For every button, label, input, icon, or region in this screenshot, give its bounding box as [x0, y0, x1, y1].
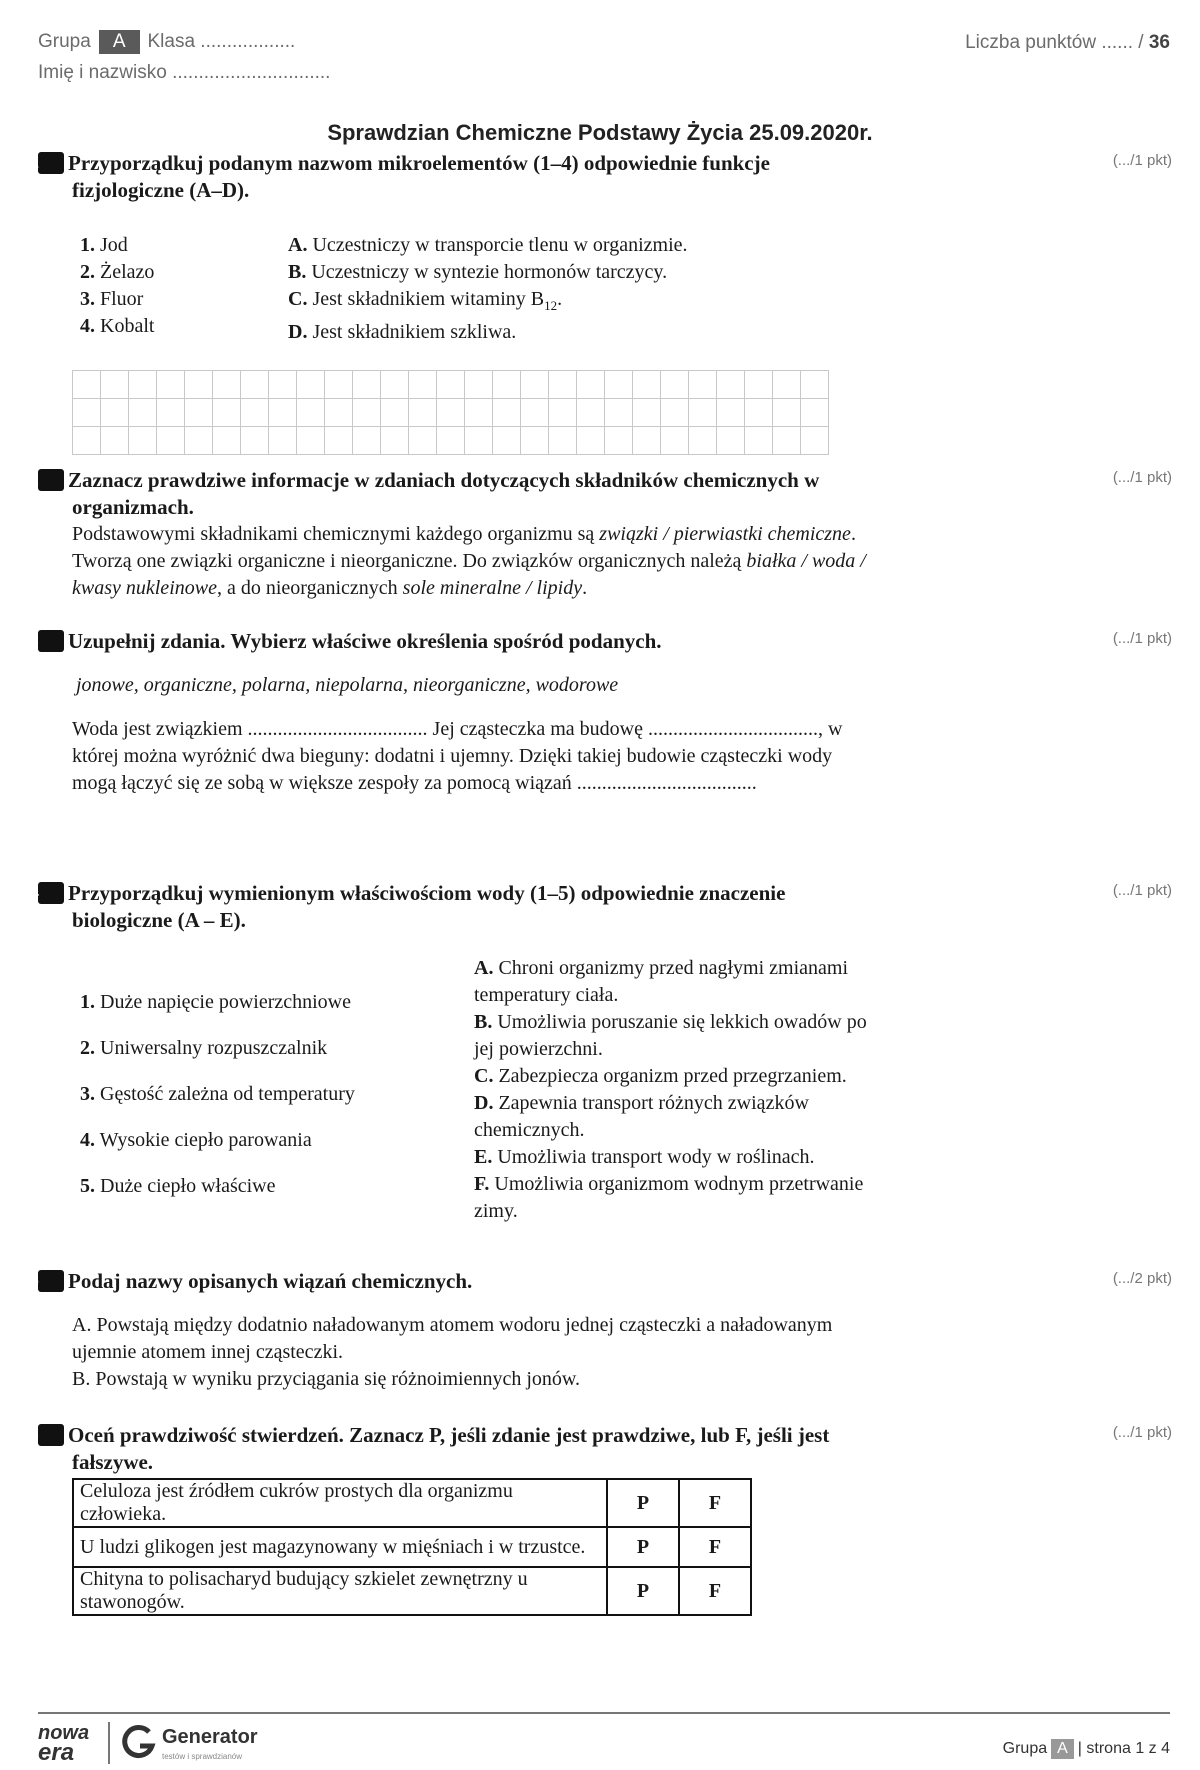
question-number: 6 — [38, 1424, 64, 1446]
false-option[interactable]: F — [679, 1479, 751, 1527]
grid-cell[interactable] — [297, 371, 325, 399]
list-item: 5. Duże ciepło właściwe — [80, 1175, 276, 1197]
question-4 — [29, 880, 878, 934]
grid-cell[interactable] — [549, 427, 577, 455]
grid-cell[interactable] — [661, 371, 689, 399]
group-label: Grupa — [38, 31, 91, 52]
grid-cell[interactable] — [717, 427, 745, 455]
class-field[interactable]: Klasa .................. — [147, 31, 296, 52]
grid-cell[interactable] — [465, 371, 493, 399]
choice-3[interactable]: sole mineralne / lipidy — [402, 577, 583, 599]
q3-text[interactable]: Woda jest związkiem .................................... Jej cząsteczka ma budowę .................................., w której można wyróżnić dwa bieguny: dodatni i ujemny. Dzięki takiej budowie cząsteczki wody mogą łączyć się ze sobą w większe zespoły za pomocą wiązań .................................... — [72, 718, 843, 794]
grid-cell[interactable] — [605, 371, 633, 399]
grid-cell[interactable] — [773, 427, 801, 455]
grid-cell[interactable] — [745, 399, 773, 427]
statement: Chityna to polisacharyd budujący szkielet zewnętrzny u stawonogów. — [73, 1567, 607, 1615]
grid-cell[interactable] — [185, 427, 213, 455]
question-2 — [29, 467, 878, 602]
q1-left-list — [80, 232, 260, 340]
true-false-table — [72, 1478, 752, 1616]
list-item: C. Jest składnikiem witaminy $B_{12}$. — [288, 288, 563, 313]
list-item: D. Zapewnia transport różnych związków chemicznych. — [474, 1092, 809, 1141]
q2-points: (.../1 pkt) — [1112, 469, 1172, 486]
nowa-era-logo: nowa era — [38, 1722, 90, 1766]
grid-cell[interactable] — [157, 399, 185, 427]
choice-1[interactable]: związki / pierwiastki chemiczne — [599, 523, 851, 545]
grid-cell[interactable] — [801, 427, 829, 455]
name-field[interactable]: Imię i nazwisko .............................. — [38, 62, 331, 83]
grid-cell[interactable] — [409, 371, 437, 399]
grid-cell[interactable] — [465, 427, 493, 455]
grid-cell[interactable] — [101, 371, 129, 399]
question-title: Przyporządkuj wymienionym właściwościom wody (1–5) odpowiednie znaczenie biologiczne (A – E). — [68, 881, 786, 932]
grid-cell[interactable] — [381, 399, 409, 427]
header-group-class — [38, 30, 295, 54]
grid-cell[interactable] — [129, 399, 157, 427]
list-item: D. Jest składnikiem szkliwa. — [288, 321, 517, 343]
true-option[interactable]: P — [607, 1527, 679, 1567]
question-6 — [29, 1422, 878, 1476]
list-item: 2. Uniwersalny rozpuszczalnik — [80, 1037, 328, 1059]
grid-cell[interactable] — [577, 371, 605, 399]
grid-cell[interactable] — [437, 371, 465, 399]
grid-cell[interactable] — [73, 371, 101, 399]
grid-cell[interactable] — [633, 399, 661, 427]
list-item: 4. Wysokie ciepło parowania — [80, 1129, 312, 1151]
grid-cell[interactable] — [577, 399, 605, 427]
grid-cell[interactable] — [241, 371, 269, 399]
list-item: B. Umożliwia poruszanie się lekkich owadów po jej powierzchni. — [474, 1011, 867, 1060]
grid-cell[interactable] — [661, 399, 689, 427]
grid-cell[interactable] — [745, 371, 773, 399]
question-title: Uzupełnij zdania. Wybierz właściwe określenia spośród podanych. — [68, 629, 662, 653]
grid-cell[interactable] — [493, 371, 521, 399]
q6-points: (.../1 pkt) — [1112, 1424, 1172, 1441]
question-number: 2 — [38, 469, 64, 491]
grid-cell[interactable] — [465, 399, 493, 427]
true-option[interactable]: P — [607, 1567, 679, 1615]
grid-cell[interactable] — [353, 371, 381, 399]
grid-cell[interactable] — [353, 399, 381, 427]
grid-cell[interactable] — [717, 399, 745, 427]
grid-cell[interactable] — [717, 371, 745, 399]
list-item: C. Zabezpiecza organizm przed przegrzaniem. — [474, 1065, 847, 1087]
grid-cell[interactable] — [297, 427, 325, 455]
grid-cell[interactable] — [73, 399, 101, 427]
grid-cell[interactable] — [689, 427, 717, 455]
page-title: Sprawdzian Chemiczne Podstawy Życia 25.09.2020r. — [327, 120, 873, 145]
grid-cell[interactable] — [241, 399, 269, 427]
grid-cell[interactable] — [437, 427, 465, 455]
question-number: 1 — [38, 152, 64, 174]
grid-cell[interactable] — [521, 427, 549, 455]
grid-cell[interactable] — [269, 399, 297, 427]
group-badge: A — [1051, 1739, 1074, 1759]
grid-cell[interactable] — [437, 399, 465, 427]
list-item: F. Umożliwia organizmom wodnym przetrwanie zimy. — [474, 1173, 864, 1222]
grid-cell[interactable] — [493, 399, 521, 427]
q1-points: (.../1 pkt) — [1112, 152, 1172, 169]
grid-cell[interactable] — [129, 427, 157, 455]
grid-cell[interactable] — [325, 399, 353, 427]
choice-2[interactable]: białka / woda / kwasy nukleinowe — [72, 550, 866, 599]
list-item: A. Chroni organizmy przed nagłymi zmianami temperatury ciała. — [474, 957, 848, 1006]
grid-cell[interactable] — [773, 399, 801, 427]
question-number: 4 — [38, 882, 64, 904]
grid-cell[interactable] — [633, 371, 661, 399]
grid-cell[interactable] — [409, 427, 437, 455]
grid-cell[interactable] — [101, 427, 129, 455]
list-item: E. Umożliwia transport wody w roślinach. — [474, 1146, 815, 1168]
grid-cell[interactable] — [157, 371, 185, 399]
question-title: Zaznacz prawdziwe informacje w zdaniach dotyczących składników chemicznych w organizmach. — [68, 468, 820, 519]
grid-cell[interactable] — [101, 399, 129, 427]
grid-cell[interactable] — [381, 371, 409, 399]
question-title: Oceń prawdziwość stwierdzeń. Zaznacz P, jeśli zdanie jest prawdziwe, lub F, jeśli jest fałszywe. — [68, 1423, 830, 1474]
grid-cell[interactable] — [213, 427, 241, 455]
question-3 — [29, 628, 878, 797]
q5-item-a: A. Powstają między dodatnio naładowanym atomem wodoru jednej cząsteczki a naładowanym ujemnie atomem innej cząsteczki. — [72, 1314, 833, 1363]
grid-cell[interactable] — [689, 371, 717, 399]
points-label: Liczba punktów ...... / — [965, 32, 1144, 53]
grid-cell[interactable] — [241, 427, 269, 455]
table-row — [73, 1527, 751, 1567]
q5-points: (.../2 pkt) — [1112, 1270, 1172, 1287]
points-summary — [965, 32, 1170, 54]
grid-cell[interactable] — [157, 427, 185, 455]
q1-right-list — [288, 232, 888, 346]
q4-points: (.../1 pkt) — [1112, 882, 1172, 899]
grid-cell[interactable] — [297, 399, 325, 427]
table-row — [73, 1567, 751, 1615]
grid-cell[interactable] — [381, 427, 409, 455]
q3-options: jonowe, organiczne, polarna, niepolarna, nieorganiczne, wodorowe — [76, 674, 619, 696]
q4-left-list — [80, 989, 460, 1219]
list-item: 2. Żelazo — [80, 261, 155, 283]
grid-cell[interactable] — [325, 427, 353, 455]
question-1 — [29, 150, 878, 204]
grid-cell[interactable] — [605, 399, 633, 427]
answer-grid[interactable] — [72, 370, 829, 455]
grid-cell[interactable] — [185, 371, 213, 399]
true-option[interactable]: P — [607, 1479, 679, 1527]
grid-cell[interactable] — [801, 371, 829, 399]
grid-cell[interactable] — [633, 427, 661, 455]
grid-cell[interactable] — [689, 399, 717, 427]
question-title: Przyporządkuj podanym nazwom mikroelementów (1–4) odpowiednie funkcje fizjologiczne (A–D). — [68, 151, 770, 202]
list-item: 1. Jod — [80, 234, 128, 256]
grid-cell[interactable] — [73, 427, 101, 455]
false-option[interactable]: F — [679, 1567, 751, 1615]
list-item: 3. Fluor — [80, 288, 144, 310]
grid-cell[interactable] — [745, 427, 773, 455]
points-total: 36 — [1148, 32, 1170, 53]
group-badge: A — [99, 30, 140, 54]
q5-item-b: B. Powstają w wyniku przyciągania się różnoimiennych jonów. — [72, 1368, 581, 1390]
q3-points: (.../1 pkt) — [1112, 630, 1172, 647]
grid-cell[interactable] — [577, 427, 605, 455]
list-item: 1. Duże napięcie powierzchniowe — [80, 991, 351, 1013]
grid-cell[interactable] — [269, 371, 297, 399]
list-item: 3. Gęstość zależna od temperatury — [80, 1083, 355, 1105]
q2-text: Podstawowymi składnikami chemicznymi każdego organizmu są związki / pierwiastki chemiczne. Tworzą one związki organiczne i nieorganiczne. Do związków organicznych należą białka / woda / kwasy nukleinowe, a do nieorganicznych sole mineralne / lipidy. — [72, 523, 866, 599]
table-row — [73, 1479, 751, 1527]
grid-cell[interactable] — [605, 427, 633, 455]
grid-cell[interactable] — [213, 371, 241, 399]
question-number: 3 — [38, 630, 64, 652]
grid-cell[interactable] — [325, 371, 353, 399]
generator-icon — [122, 1724, 156, 1762]
false-option[interactable]: F — [679, 1527, 751, 1567]
question-number: 5 — [38, 1270, 64, 1292]
grid-cell[interactable] — [409, 399, 437, 427]
grid-cell[interactable] — [549, 371, 577, 399]
list-item: 4. Kobalt — [80, 315, 155, 337]
grid-cell[interactable] — [213, 399, 241, 427]
grid-cell[interactable] — [185, 399, 213, 427]
grid-cell[interactable] — [801, 399, 829, 427]
question-title: Podaj nazwy opisanych wiązań chemicznych. — [68, 1269, 473, 1293]
list-item: A. Uczestniczy w transporcie tlenu w organizmie. — [288, 234, 688, 256]
statement: Celuloza jest źródłem cukrów prostych dla organizmu człowieka. — [73, 1479, 607, 1527]
list-item: B. Uczestniczy w syntezie hormonów tarczycy. — [288, 261, 668, 283]
grid-cell[interactable] — [773, 371, 801, 399]
grid-cell[interactable] — [521, 399, 549, 427]
grid-cell[interactable] — [269, 427, 297, 455]
grid-cell[interactable] — [353, 427, 381, 455]
page-indicator: Grupa A | strona 1 z 4 — [1002, 1740, 1170, 1757]
grid-cell[interactable] — [129, 371, 157, 399]
logo-divider — [108, 1722, 110, 1764]
footer-divider — [38, 1712, 1170, 1714]
grid-cell[interactable] — [493, 427, 521, 455]
grid-cell[interactable] — [661, 427, 689, 455]
question-5 — [29, 1268, 878, 1393]
statement: U ludzi glikogen jest magazynowany w mięśniach i w trzustce. — [73, 1527, 607, 1567]
grid-cell[interactable] — [521, 371, 549, 399]
grid-cell[interactable] — [549, 399, 577, 427]
q4-right-list — [474, 955, 874, 1225]
